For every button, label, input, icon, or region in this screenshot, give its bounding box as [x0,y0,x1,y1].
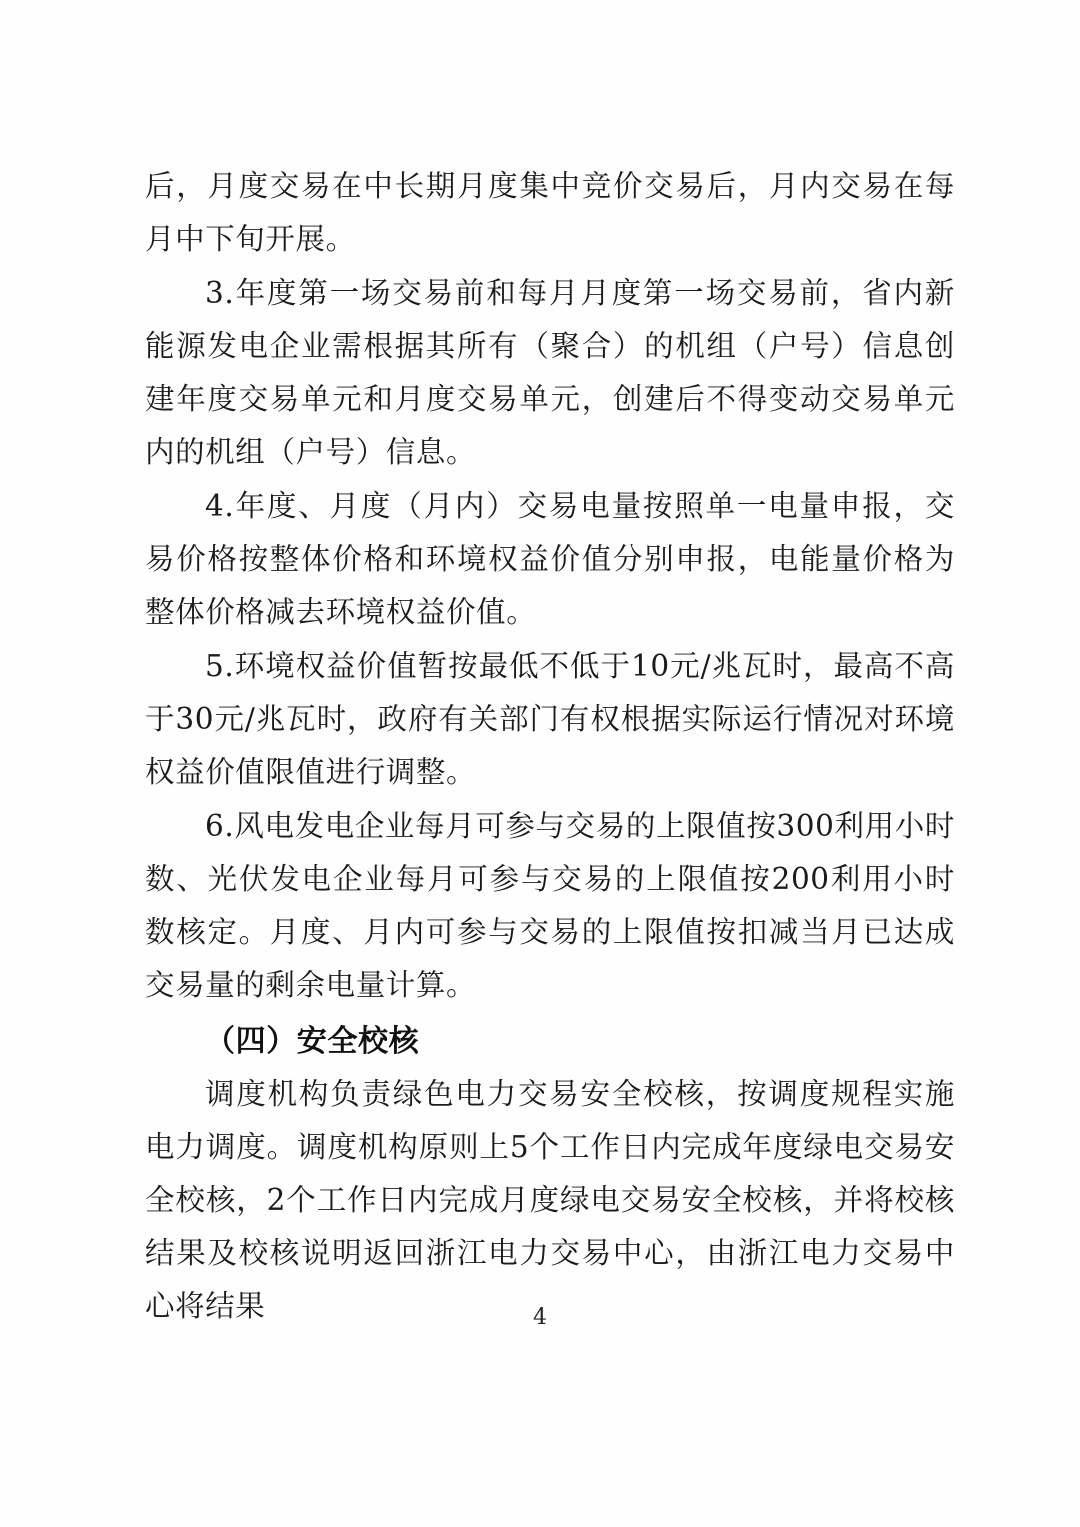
section-heading-safety-check: （四）安全校核 [205,1024,420,1059]
paragraph-item-3: 3.年度第一场交易前和每月月度第一场交易前，省内新能源发电企业需根据其所有（聚合）的机组（户号）信息创建年度交易单元和月度交易单元，创建后不得变动交易单元内的机组（户号）信息。 [145,276,955,469]
paragraph-item-4: 4.年度、月度（月内）交易电量按照单一电量申报，交易价格按整体价格和环境权益价值分别申报，电能量价格为整体价格减去环境权益价值。 [145,489,955,629]
paragraph-safety-check-body: 调度机构负责绿色电力交易安全校核，按调度规程实施电力调度。调度机构原则上5个工作日内完成年度绿电交易安全校核，2个工作日内完成月度绿电交易安全校核，并将校核结果及校核说明返回浙江电力交易中心，由浙江电力交易中心将结果 [145,1077,955,1323]
paragraph-continuation: 后，月度交易在中长期月度集中竞价交易后，月内交易在每月中下旬开展。 [145,169,955,256]
page-number: 4 [533,1305,547,1330]
paragraph-item-5: 5.环境权益价值暂按最低不低于10元/兆瓦时，最高不高于30元/兆瓦时，政府有关部门有权根据实际运行情况对环境权益价值限值进行调整。 [145,649,955,789]
paragraph-item-6: 6.风电发电企业每月可参与交易的上限值按300利用小时数、光伏发电企业每月可参与交易的上限值按200利用小时数核定。月度、月内可参与交易的上限值按扣减当月已达成交易量的剩余电量计算。 [145,809,955,1002]
document-body [145,160,955,1334]
